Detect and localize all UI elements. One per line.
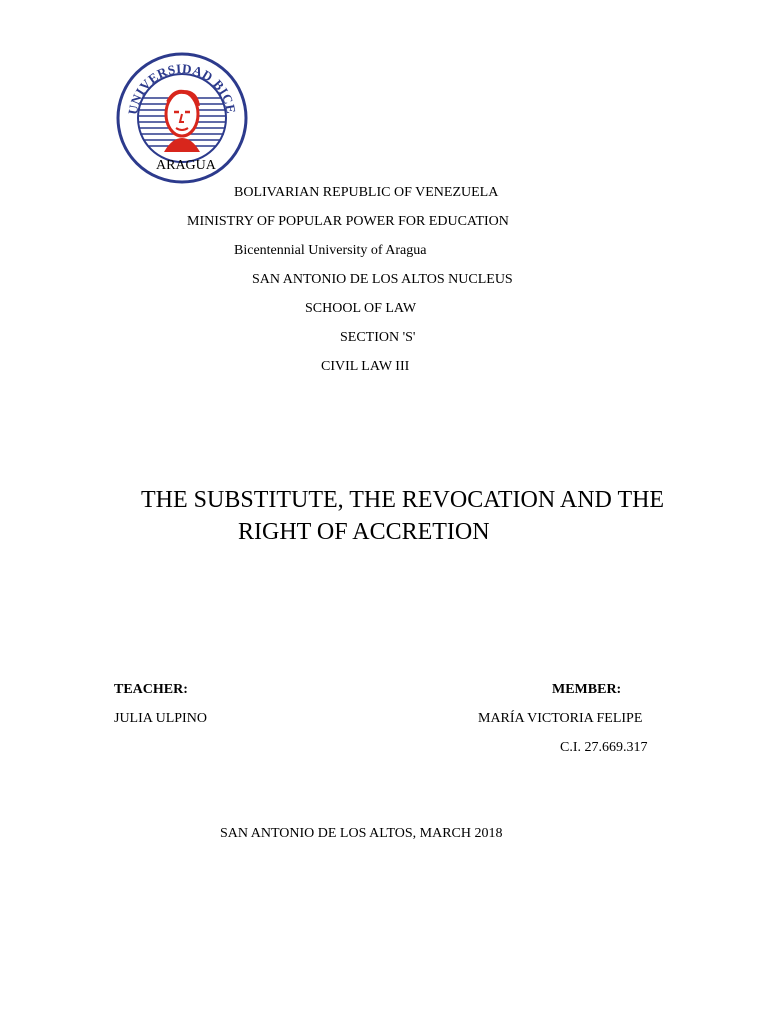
seal-ring-text: UNIVERSIDAD BICE — [124, 60, 239, 116]
member-label: MEMBER: — [552, 682, 622, 697]
seal-city-text: ARAGUA — [156, 158, 216, 173]
section-line: SECTION 'S' — [340, 330, 416, 345]
member-id: C.I. 27.669.317 — [560, 740, 648, 755]
ministry-line: MINISTRY OF POPULAR POWER FOR EDUCATION — [187, 214, 509, 229]
nucleus-line: SAN ANTONIO DE LOS ALTOS NUCLEUS — [252, 272, 513, 287]
teacher-label: TEACHER: — [114, 682, 188, 697]
document-title-line-2: RIGHT OF ACCRETION — [238, 519, 490, 545]
school-line: SCHOOL OF LAW — [305, 301, 417, 316]
teacher-name: JULIA ULPINO — [114, 711, 207, 726]
place-date: SAN ANTONIO DE LOS ALTOS, MARCH 2018 — [220, 826, 503, 841]
document-title-line-1: THE SUBSTITUTE, THE REVOCATION AND THE — [141, 487, 665, 513]
republic-line: BOLIVARIAN REPUBLIC OF VENEZUELA — [234, 185, 499, 200]
course-line: CIVIL LAW III — [321, 359, 410, 374]
university-line: Bicentennial University of Aragua — [234, 243, 427, 258]
member-name: MARÍA VICTORIA FELIPE — [478, 711, 643, 726]
